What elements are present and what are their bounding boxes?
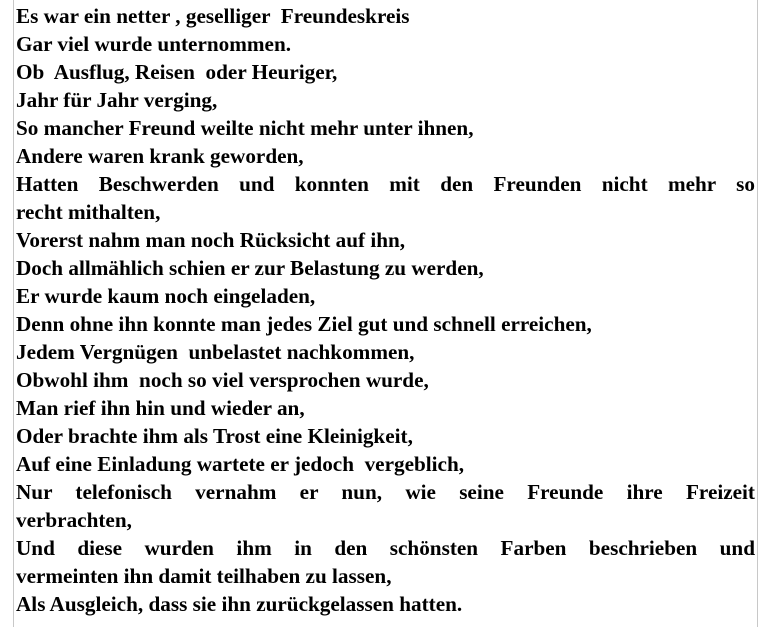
right-margin-guide [757, 0, 758, 627]
text-line: So mancher Freund weilte nicht mehr unter ihnen, [16, 116, 474, 140]
text-line: Andere waren krank geworden, [16, 144, 304, 168]
text-line: Man rief ihn hin und wieder an, [16, 396, 305, 420]
text-line: Denn ohne ihn konnte man jedes Ziel gut und schnell erreichen, [16, 312, 592, 336]
text-line: Vorerst nahm man noch Rücksicht auf ihn, [16, 228, 406, 252]
text-line: Als Ausgleich, dass sie ihn zurückgelassen hatten. [16, 592, 463, 616]
text-line: Und diese wurden ihm in den schönsten Farben beschrieben und [16, 536, 755, 560]
text-line: Gar viel wurde unternommen. [16, 32, 292, 56]
text-line: verbrachten, [16, 508, 132, 532]
text-line: Jedem Vergnügen unbelastet nachkommen, [16, 340, 415, 364]
text-line: Ob Ausflug, Reisen oder Heuriger, [16, 60, 338, 84]
text-line: Es war ein netter , geselliger Freundeskreis [16, 4, 410, 28]
left-margin-guide [13, 0, 14, 627]
text-line: Hatten Beschwerden und konnten mit den Freunden nicht mehr so [16, 172, 755, 196]
text-line: Doch allmählich schien er zur Belastung zu werden, [16, 256, 484, 280]
poem-text[interactable] [16, 2, 755, 618]
text-line: Oder brachte ihm als Trost eine Kleinigkeit, [16, 424, 413, 448]
text-line: Jahr für Jahr verging, [16, 88, 218, 112]
text-line: Er wurde kaum noch eingeladen, [16, 284, 316, 308]
text-line: recht mithalten, [16, 200, 161, 224]
text-line: Obwohl ihm noch so viel versprochen wurde, [16, 368, 429, 392]
text-line: Auf eine Einladung wartete er jedoch vergeblich, [16, 452, 465, 476]
text-line: vermeinten ihn damit teilhaben zu lassen, [16, 564, 392, 588]
text-line: Nur telefonisch vernahm er nun, wie seine Freunde ihre Freizeit [16, 480, 755, 504]
